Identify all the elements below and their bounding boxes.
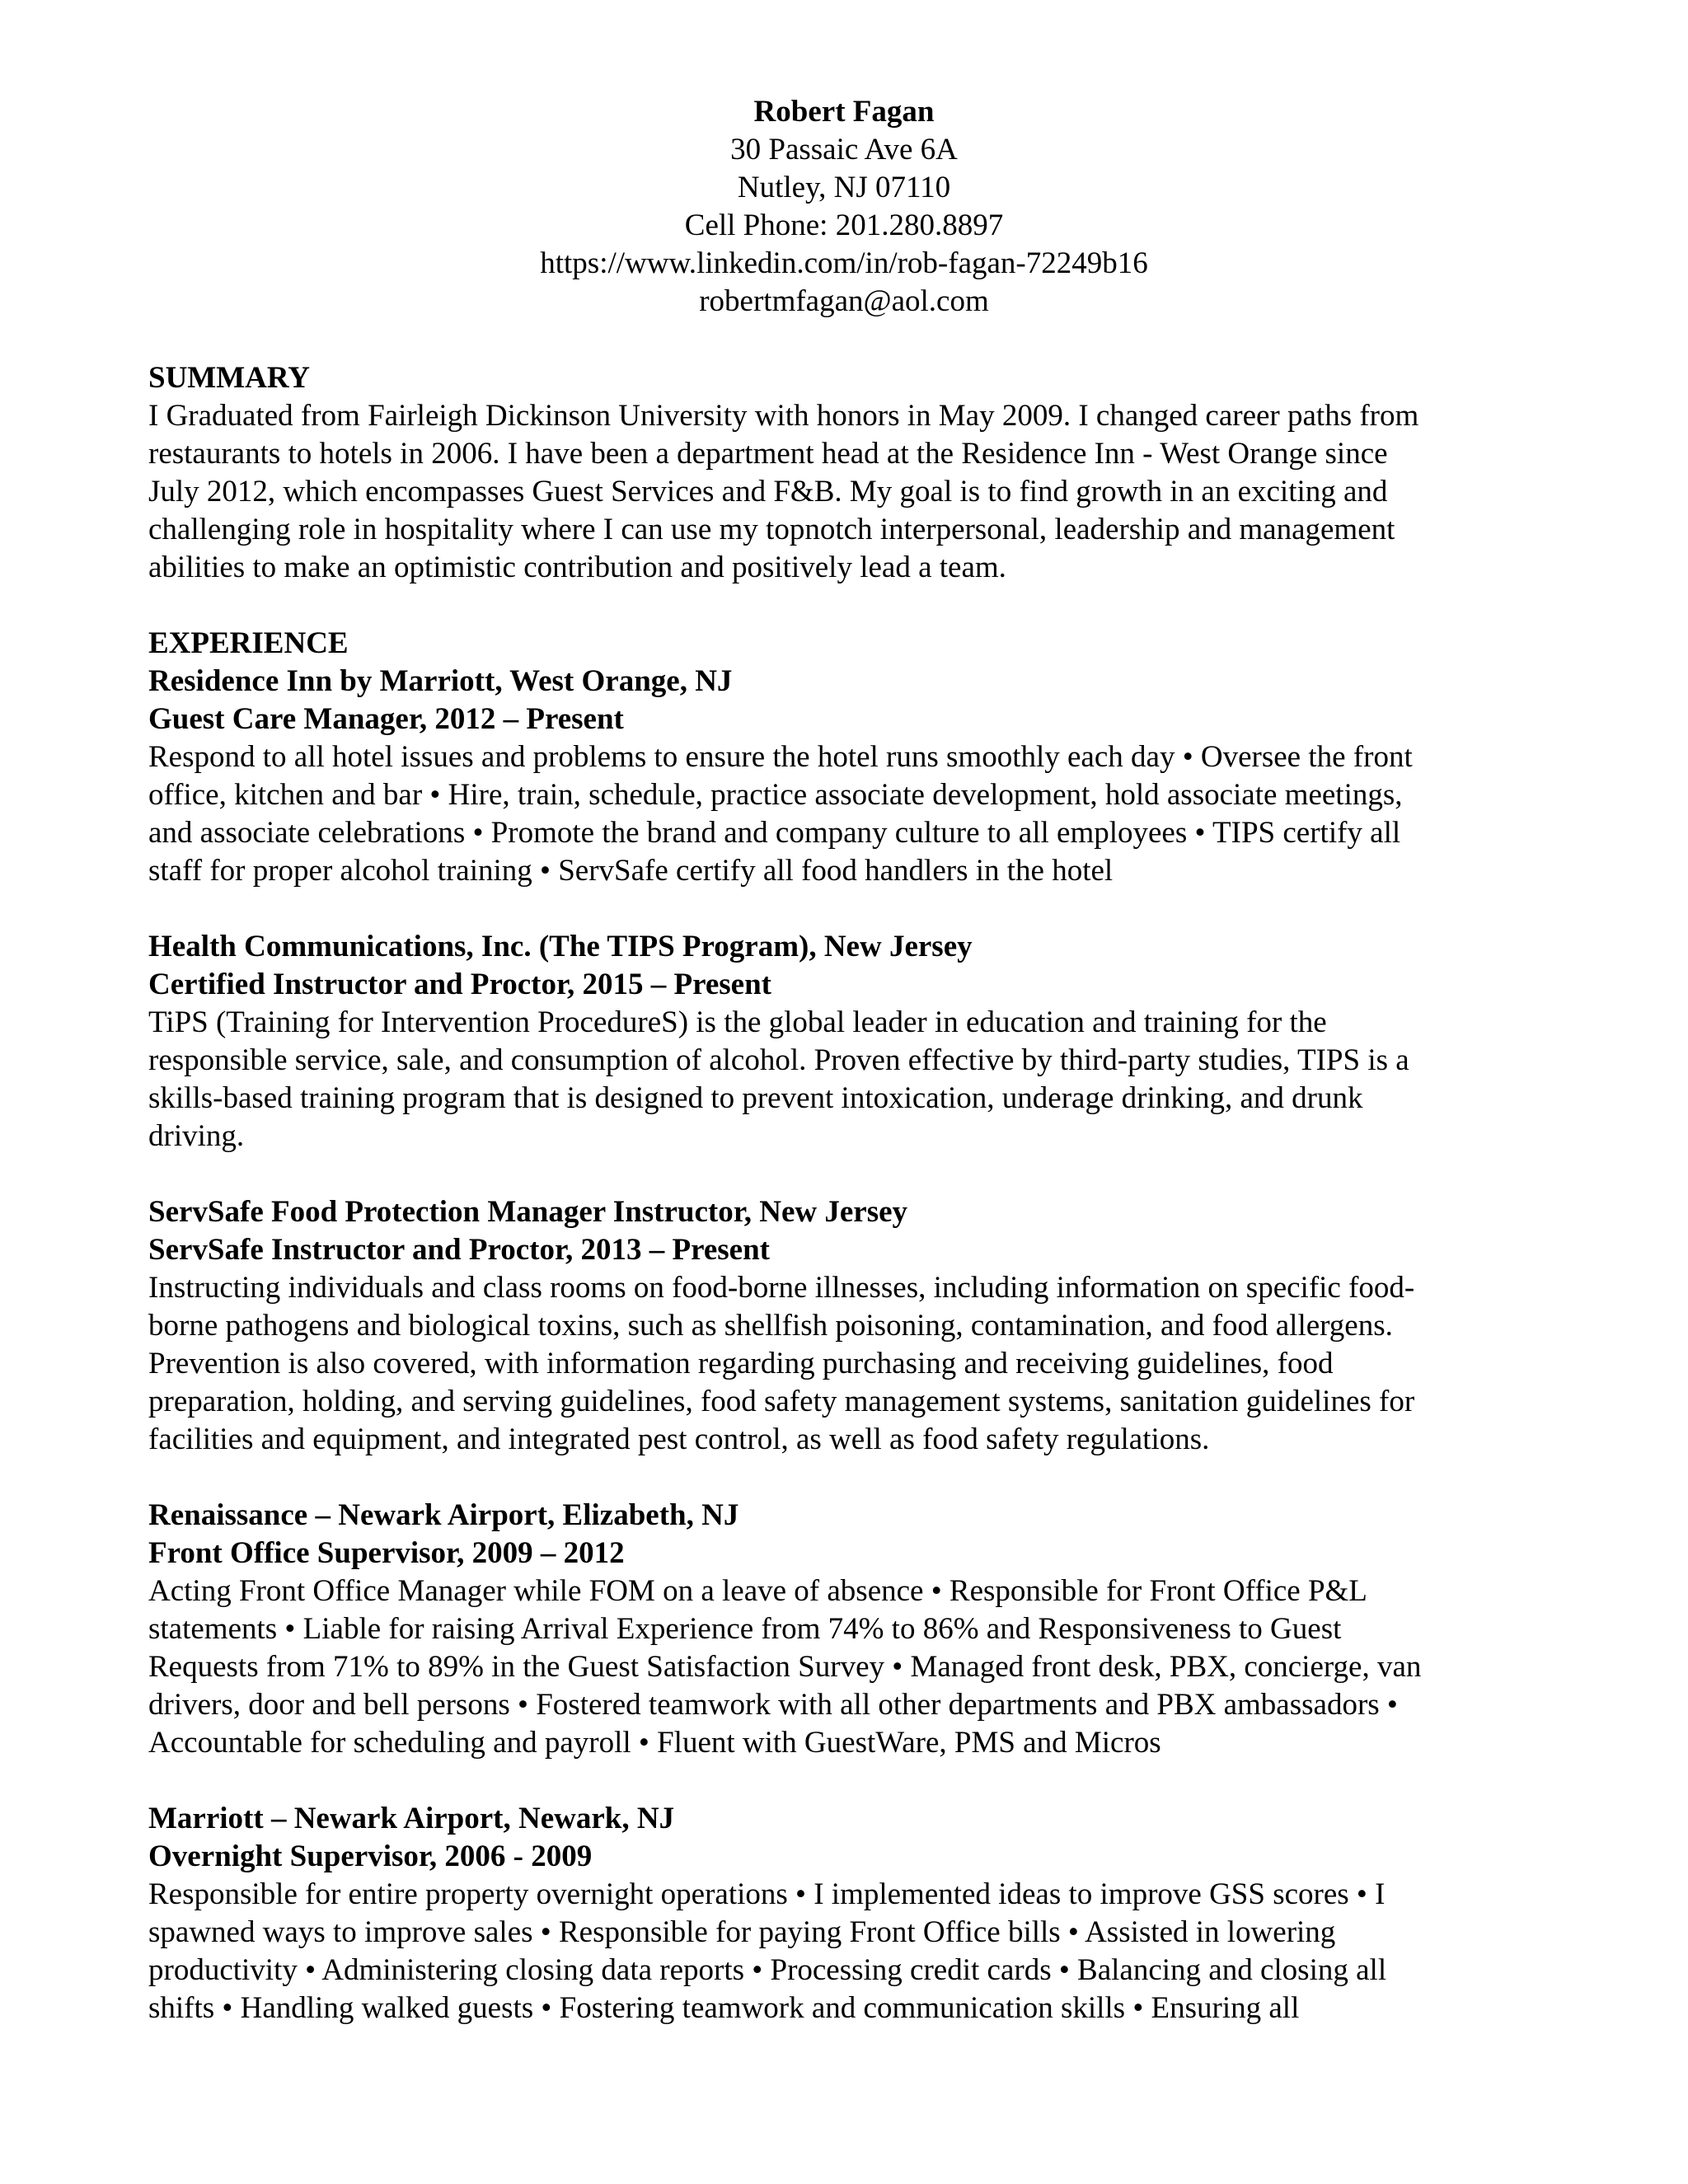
job-description-line: office, kitchen and bar • Hire, train, schedule, practice associate development, hold associate meetings,	[148, 778, 1403, 812]
job-company: Renaissance – Newark Airport, Elizabeth, NJ	[148, 1498, 739, 1532]
job-description-line: skills-based training program that is designed to prevent intoxication, underage drinking, and drunk	[148, 1081, 1363, 1115]
job-description-line: Acting Front Office Manager while FOM on a leave of absence • Responsible for Front Office P&L	[148, 1574, 1367, 1608]
job-description-line: Accountable for scheduling and payroll • Fluent with GuestWare, PMS and Micros	[148, 1726, 1161, 1760]
job-entry	[148, 663, 1517, 890]
job-description-line: preparation, holding, and serving guidelines, food safety management systems, sanitation guidelines for	[148, 1385, 1415, 1418]
job-title: Guest Care Manager, 2012 – Present	[148, 702, 624, 736]
summary-paragraph	[148, 397, 1517, 587]
job-description-line: Prevention is also covered, with information regarding purchasing and receiving guidelines, food	[148, 1347, 1334, 1380]
job-entry	[148, 1497, 1517, 1762]
job-entry	[148, 1193, 1517, 1459]
job-title: Certified Instructor and Proctor, 2015 – Present	[148, 968, 771, 1001]
job-title: Overnight Supervisor, 2006 - 2009	[148, 1840, 593, 1873]
job-company: Health Communications, Inc. (The TIPS Program), New Jersey	[148, 930, 973, 963]
job-title: ServSafe Instructor and Proctor, 2013 – Present	[148, 1233, 770, 1267]
job-description-line: statements • Liable for raising Arrival Experience from 74% to 86% and Responsiveness to Guest	[148, 1612, 1342, 1646]
job-entry	[148, 928, 1517, 1155]
summary-line: July 2012, which encompasses Guest Services and F&B. My goal is to find growth in an exciting and	[148, 475, 1388, 509]
job-description-line: driving.	[148, 1119, 245, 1153]
job-description-line: productivity • Administering closing data reports • Processing credit cards • Balancing and closing all	[148, 1953, 1387, 1987]
job-company: ServSafe Food Protection Manager Instructor, New Jersey	[148, 1195, 908, 1229]
job-description-line: shifts • Handling walked guests • Fostering teamwork and communication skills • Ensuring all	[148, 1991, 1300, 2025]
address-line-1: 30 Passaic Ave 6A	[730, 133, 958, 166]
phone-number: Cell Phone: 201.280.8897	[684, 209, 1004, 242]
job-description-line: spawned ways to improve sales • Responsible for paying Front Office bills • Assisted in lowering	[148, 1915, 1336, 1949]
contact-header	[0, 93, 1688, 321]
candidate-name: Robert Fagan	[753, 95, 935, 129]
job-description-line: and associate celebrations • Promote the brand and company culture to all employees • TIPS certify all	[148, 816, 1401, 850]
job-description-line: facilities and equipment, and integrated pest control, as well as food safety regulations.	[148, 1422, 1210, 1456]
summary-line: restaurants to hotels in 2006. I have been a department head at the Residence Inn - West Orange since	[148, 437, 1388, 471]
address-line-2: Nutley, NJ 07110	[737, 171, 951, 204]
email-address: robertmfagan@aol.com	[699, 284, 989, 318]
job-entry	[148, 1800, 1517, 2027]
summary-line: challenging role in hospitality where I can use my topnotch interpersonal, leadership and management	[148, 513, 1395, 546]
job-description-line: drivers, door and bell persons • Fostered teamwork with all other departments and PBX ambassadors •	[148, 1688, 1398, 1722]
job-description-line: Instructing individuals and class rooms on food-borne illnesses, including information on specific food-	[148, 1271, 1415, 1305]
job-company: Residence Inn by Marriott, West Orange, NJ	[148, 664, 733, 698]
job-description-line: TiPS (Training for Intervention ProcedureS) is the global leader in education and training for the	[148, 1005, 1327, 1039]
job-description-line: responsible service, sale, and consumption of alcohol. Proven effective by third-party studies, TIPS is a	[148, 1043, 1409, 1077]
job-description-line: Responsible for entire property overnight operations • I implemented ideas to improve GSS scores • I	[148, 1877, 1386, 1911]
job-description-line: staff for proper alcohol training • ServSafe certify all food handlers in the hotel	[148, 854, 1114, 888]
summary-line: abilities to make an optimistic contribution and positively lead a team.	[148, 551, 1006, 584]
summary-line: I Graduated from Fairleigh Dickinson University with honors in May 2009. I changed career paths from	[148, 399, 1419, 433]
job-description-line: Respond to all hotel issues and problems to ensure the hotel runs smoothly each day • Oversee the front	[148, 740, 1413, 774]
experience-heading: EXPERIENCE	[148, 626, 349, 660]
job-company: Marriott – Newark Airport, Newark, NJ	[148, 1802, 675, 1835]
job-title: Front Office Supervisor, 2009 – 2012	[148, 1536, 625, 1570]
summary-heading: SUMMARY	[148, 361, 311, 395]
job-description-line: Requests from 71% to 89% in the Guest Satisfaction Survey • Managed front desk, PBX, concierge, van	[148, 1650, 1422, 1684]
job-description-line: borne pathogens and biological toxins, such as shellfish poisoning, contamination, and food allergens.	[148, 1309, 1393, 1343]
resume-body	[148, 359, 1517, 2027]
linkedin-url: https://www.linkedin.com/in/rob-fagan-72249b16	[540, 246, 1148, 280]
